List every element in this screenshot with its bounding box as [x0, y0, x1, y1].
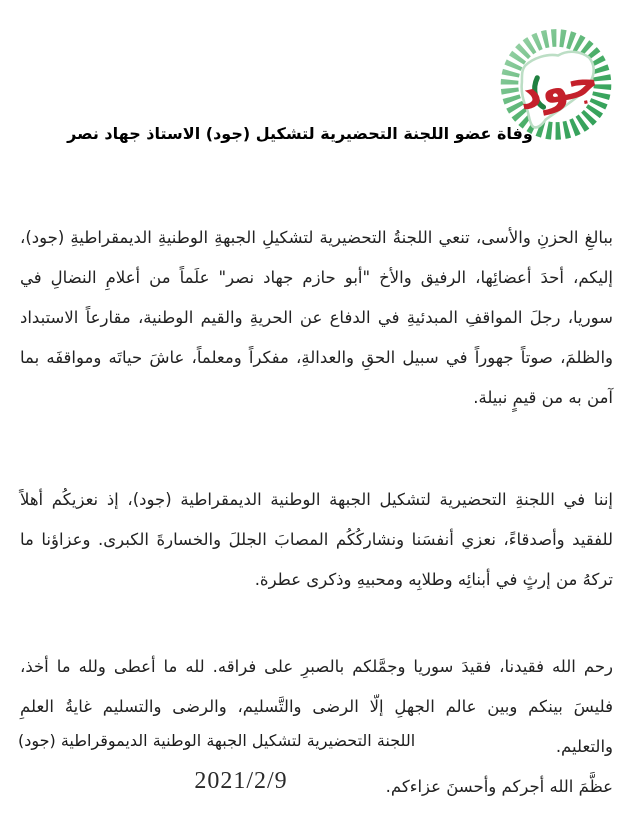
paragraph-condolence: إننا في اللجنةِ التحضيرية لتشكيل الجبهة الوطنية الديمقراطية (جود)، إذ نعزيكُم أهلاً للفقيد وأصدقاءً، نعزي أنفسَنا ونشاركُكُم المصابَ الجللَ والخسارةَ الكبرى. وعزاؤنا ما تركهُ من إرثٍ في أبنائِه وطلابِه ومحبيهِ وذكرى عطرة. — [20, 490, 613, 589]
paragraph-prayer: رحم الله فقيدنا، فقيدَ سوريا وجمَّلكم بالصبرِ على فراقه. لله ما أعطى ولله ما أخذ، فليسَ بينكم وبين عالم الجهلِ إلّا الرضى والتَّسليم، والرضى والتسليم غايةُ العلمِ والتعليم. — [20, 657, 613, 756]
document-body — [20, 218, 613, 807]
logo-word: جود — [513, 54, 604, 121]
document-date: 2021/2/9 — [194, 768, 288, 794]
page-title: وفاة عضو اللجنة التحضيرية لتشكيل (جود) الاستاذ جهاد نصر — [67, 124, 533, 143]
closing-line: عظَّمَ الله أجركم وأحسنَ عزاءكم. — [385, 777, 613, 796]
paragraph-obituary: ببالغِ الحزنِ والأسى، تنعي اللجنةُ التحضيرية لتشكيلِ الجبهةِ الوطنيةِ الديمقراطيةِ (جود)، إليكم، أحدَ أعضائِها، الرفيق والأخ "أبو حازم جهاد نصر" علَماً من أعلامِ النضالِ في سوريا، رجلَ المواقفِ المبدئيةِ في الدفاع عن الحريةِ والقيم الوطنية، مقارعاً الاستبداد والظلمَ، صوتاً جهوراً في سبيل الحقِ والعدالةِ، مفكراً ومعلماً، عاشَ حياتَه ومواقفَه بما آمن به من قيمٍ نبيلة. — [20, 228, 613, 407]
signature-line: اللجنة التحضيرية لتشكيل الجبهة الوطنية الديموقراطية (جود) — [18, 731, 416, 750]
